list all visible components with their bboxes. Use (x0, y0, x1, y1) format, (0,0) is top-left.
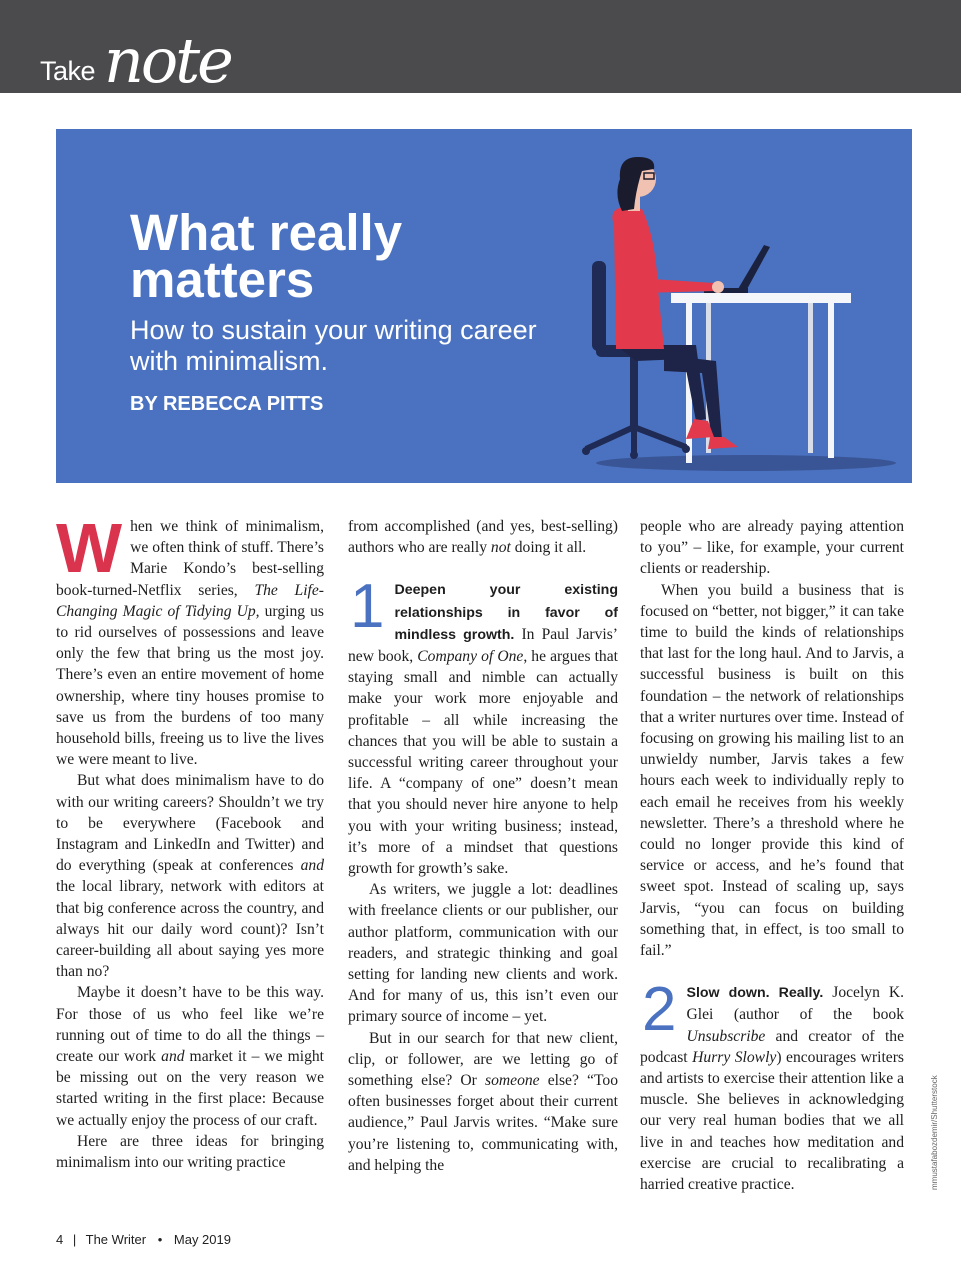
masthead-bar (0, 0, 961, 97)
article-column-1 (56, 509, 325, 1173)
floor-shadow (596, 455, 896, 471)
article-column-3 (640, 516, 904, 1195)
paragraph: Maybe it doesn’t have to be this way. For those of us who feel like we’re running out of time to do all the things – create our work and market it – we might be missing out on the very reason we started writing in the first place: Because we actually enjoy the process of our craft. (56, 984, 324, 1129)
photo-credit: mmustafabozdemir/Shutterstock (930, 1075, 939, 1190)
chair-stem (630, 357, 638, 427)
tip-1: 1 Deepen your existing relationships in favor of mindless growth. In Paul Jarvis’ new book, Company of One, he argues that staying small and nimble can actually make your work more enjoyable and profitable – all while increasing the chances that you will be able to sustain a successful writing career throughout your life. A “company of one” doesn’t mean that you should never hire anyone to help you with your writing business; instead, it’s more of a mindset that questions growth for growth’s sake. (348, 572, 619, 878)
masthead-note: note (104, 24, 231, 97)
dropcap: W (56, 509, 123, 587)
article-byline: BY REBECCA PITTS (130, 393, 324, 415)
page-number: 4 (56, 1232, 64, 1247)
paragraph: hen we think of minimalism, we often think of stuff. There’s Marie Kondo’s best-selling book-turned-Netflix series, The Life-Changing Magic of Tidying Up, urging us to rid ourselves of possessions and leave only the few that bring us the most joy. There’s even an entire movement of home ownership, where tiny houses promise to save us from the burdens of too many household bills, freeing us to live the lives we were meant to live. (56, 518, 325, 769)
desk-top (671, 293, 851, 303)
page-footer: 4 | The Writer • May 2019 (56, 1232, 231, 1247)
desk-leg-mid (808, 303, 813, 453)
laptop-screen (738, 245, 770, 291)
issue-date: May 2019 (173, 1232, 231, 1247)
woman-hand (712, 281, 724, 293)
article-title: What really matters (130, 204, 403, 308)
tip-heading: Deepen your existing relationships in favor of mindless growth. (394, 582, 618, 643)
desk-leg-right (828, 303, 834, 458)
paragraph: from accomplished (and yes, best-selling) authors who are really not doing it all. (348, 518, 618, 557)
woman-typing-illustration (546, 149, 906, 479)
article-column-2 (348, 516, 618, 1176)
paragraph: As writers, we juggle a lot: deadlines with freelance clients or our publisher, our author platform, communication with our readers, and strategic thinking and goal setting for landing new clients and work. And for many of us, this isn’t even our primary source of income – yet. (348, 881, 618, 1026)
paragraph: Here are three ideas for bringing minimalism into our writing practice (56, 1132, 324, 1172)
tip-number: 1 (350, 572, 385, 642)
chair-back (592, 261, 606, 351)
hero-banner (56, 129, 912, 483)
paragraph: But in our search for that new client, clip, or follower, are we letting go of something else? Or someone else? “Too often businesses forget about their current audience,” Paul Jarvis writes. “Make sure you’re listening to, communicating with, and helping the (348, 1029, 618, 1174)
paragraph: people who are already paying attention to you” – like, for example, your current clients or readership. (640, 518, 904, 578)
paragraph: When you build a business that is focused on “better, not bigger,” it can take time to build the kinds of relationships that last for the long haul. And to Jarvis, a successful business is built on this foundation – the network of relationships that a writer nurtures over time. Instead of focusing on growing his mailing list to an unwieldy number, Jarvis takes a few hours each week to individually reply to each email he receives from his weekly newsletter. There’s a threshold where he could no longer provide this kind of service or access, and he’s found that sweet spot. Instead of scaling up, says Jarvis, “you can focus on building something that, in effect, is too small to fail.” (640, 581, 904, 960)
article-subtitle: How to sustain your writing career with minimalism. (130, 315, 537, 376)
tip-2: 2 Slow down. Really. Jocelyn K. Glei (author of the book Unsubscribe and creator of the podcast Hurry Slowly) encourages writers and artists to exercise their attention like a muscle. She believes in acknowledging our very real human bodies that we all live in and teaches how meditation and exercise are crucial to recalibrating a harried creative practice. (640, 975, 905, 1194)
paragraph: But what does minimalism have to do with our writing careers? Shouldn’t we try to be everywhere (Facebook and Instagram and LinkedIn and Twitter) and do everything (speak at conferences and the local library, network with editors at that big conference across the country, and always hit our daily word count)? Isn’t career-building all about saying yes more than no? (56, 772, 324, 981)
magazine-name: The Writer (85, 1232, 147, 1247)
masthead-take: Take (40, 56, 96, 86)
tip-number: 2 (642, 975, 677, 1045)
tip-heading: Slow down. Really. (686, 985, 824, 1002)
